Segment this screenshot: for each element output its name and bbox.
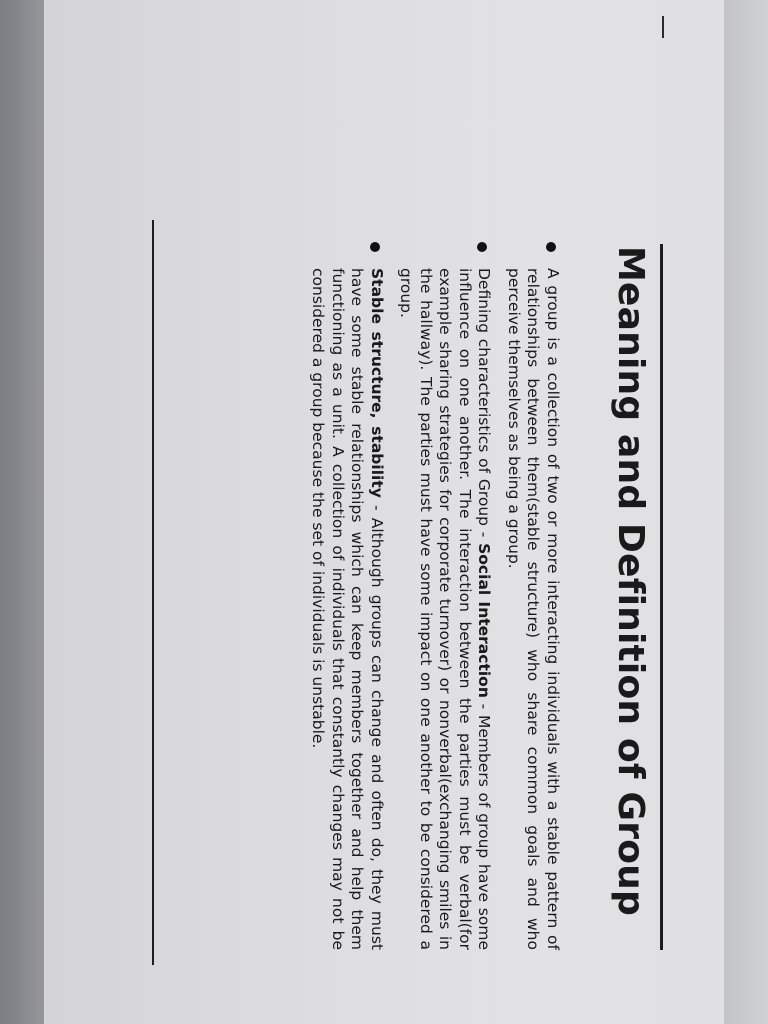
bullet-text	[396, 268, 494, 950]
bullet-item	[504, 244, 563, 950]
bullet-dot-icon	[478, 242, 488, 252]
bullet-item	[308, 244, 386, 950]
bullet-body: A group is a collection of two or more interacting individuals with a stable pattern of relationships between them(stable structure) who share common goals and who perceive themselves as being a group.	[505, 268, 562, 950]
bullet-text	[308, 268, 386, 950]
page-corner-mark	[662, 16, 664, 38]
page-title: Meaning and Definition of Group	[610, 246, 651, 916]
title-underline-rule	[660, 244, 663, 950]
bullet-lead: Defining characteristics of Group -	[475, 268, 494, 544]
bottom-rule-line	[152, 220, 154, 965]
bullet-dot-icon	[370, 242, 380, 252]
bullet-body: - Members of group have some influence on one another. The interaction between the parties must be verbal(for example sharing strategies for corporate turnover) or nonverbal(exchanging smiles in the hallway). The parties must have some impact on one another to be considered a group.	[397, 268, 494, 950]
bullet-bold-term: Stable structure, stability	[368, 268, 386, 498]
bullet-list	[308, 244, 562, 950]
bullet-item	[396, 244, 494, 950]
bullet-dot-icon	[546, 242, 556, 252]
bullet-body: - Although groups can change and often do, they must have some stable relationships which can keep members together and help them functioning as a unit. A collection of individuals that constantly changes may not be considered a group because the set of individuals is unstable.	[309, 268, 386, 950]
rotated-page-content	[180, 244, 660, 950]
background-left	[0, 0, 44, 1024]
bullet-text	[504, 268, 563, 950]
background-right	[724, 0, 768, 1024]
bullet-bold-term: Social Interaction	[475, 543, 494, 698]
